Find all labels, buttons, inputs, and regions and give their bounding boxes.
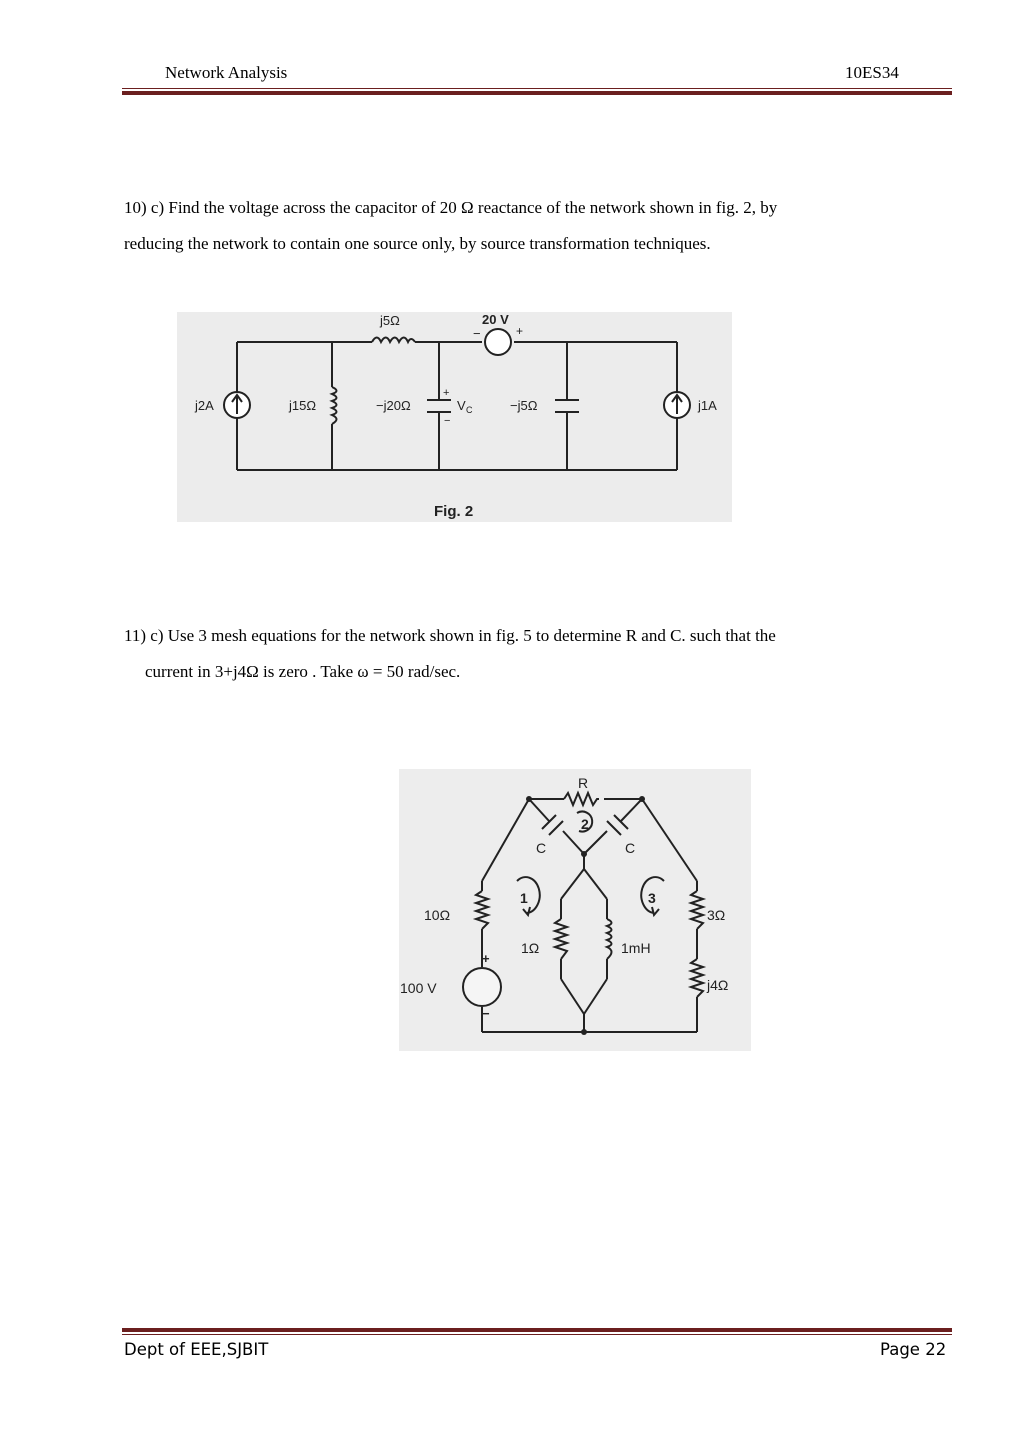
- header-rule-thin: [122, 88, 952, 89]
- label-vc-minus: −: [444, 415, 451, 427]
- figure-2-circuit: [177, 312, 732, 522]
- label-r: R: [578, 775, 589, 791]
- label-j2a: j2A: [195, 398, 214, 413]
- question-10-line-1: 10) c) Find the voltage across the capacitor of 20 Ω reactance of the network shown in fig. 2, by: [124, 198, 778, 217]
- label-20v-minus: −: [473, 326, 481, 341]
- label-1mh: 1mH: [621, 940, 651, 956]
- figure-5-circuit: [399, 769, 751, 1051]
- label-minus-j5: −j5Ω: [510, 398, 538, 413]
- question-10-line-2: reducing the network to contain one source only, by source transformation techniques.: [124, 234, 711, 253]
- question-11-line-2: current in 3+j4Ω is zero . Take ω = 50 rad/sec.: [145, 662, 461, 681]
- footer-department: Dept of EEE,SJBIT: [124, 1340, 269, 1359]
- footer-page-number: Page 22: [880, 1340, 947, 1359]
- footer-rule-thick: [122, 1328, 952, 1332]
- footer-rule-thin: [122, 1334, 952, 1335]
- label-j15: j15Ω: [289, 398, 317, 413]
- label-20v: 20 V: [482, 312, 509, 327]
- label-j5: j5Ω: [380, 313, 400, 328]
- label-c-right: C: [625, 840, 636, 856]
- label-1ohm: 1Ω: [521, 940, 540, 956]
- label-20v-plus: +: [516, 324, 524, 338]
- header-title: Network Analysis: [165, 63, 288, 82]
- label-vc-subscript: C: [466, 405, 473, 415]
- figure-2-caption: Fig. 2: [434, 503, 474, 520]
- label-100v-minus: −: [482, 1006, 490, 1021]
- label-3ohm: 3Ω: [707, 907, 726, 923]
- figure-2-background: [177, 312, 732, 522]
- label-vc: V: [457, 398, 466, 413]
- label-c-left: C: [536, 840, 547, 856]
- label-10ohm: 10Ω: [424, 907, 451, 923]
- voltage-source-20v-icon: [485, 329, 511, 355]
- question-11: [124, 618, 776, 690]
- label-100v-plus: +: [482, 951, 490, 966]
- label-mesh-2: 2: [581, 816, 589, 832]
- label-j1a: j1A: [698, 398, 717, 413]
- question-11-line-1: 11) c) Use 3 mesh equations for the network shown in fig. 5 to determine R and C. such that the: [124, 626, 776, 645]
- header-rule-thick: [122, 91, 952, 95]
- label-mesh-1: 1: [520, 890, 528, 906]
- header-course-code: 10ES34: [845, 63, 899, 82]
- label-minus-j20: −j20Ω: [376, 398, 411, 413]
- label-vc-plus: +: [443, 387, 450, 399]
- label-mesh-3: 3: [648, 890, 656, 906]
- question-10: [124, 190, 777, 262]
- figure-5-background: [399, 769, 751, 1051]
- voltage-source-100v-icon: [463, 968, 501, 1006]
- label-100v: 100 V: [400, 980, 437, 996]
- label-j4ohm: j4Ω: [707, 977, 729, 993]
